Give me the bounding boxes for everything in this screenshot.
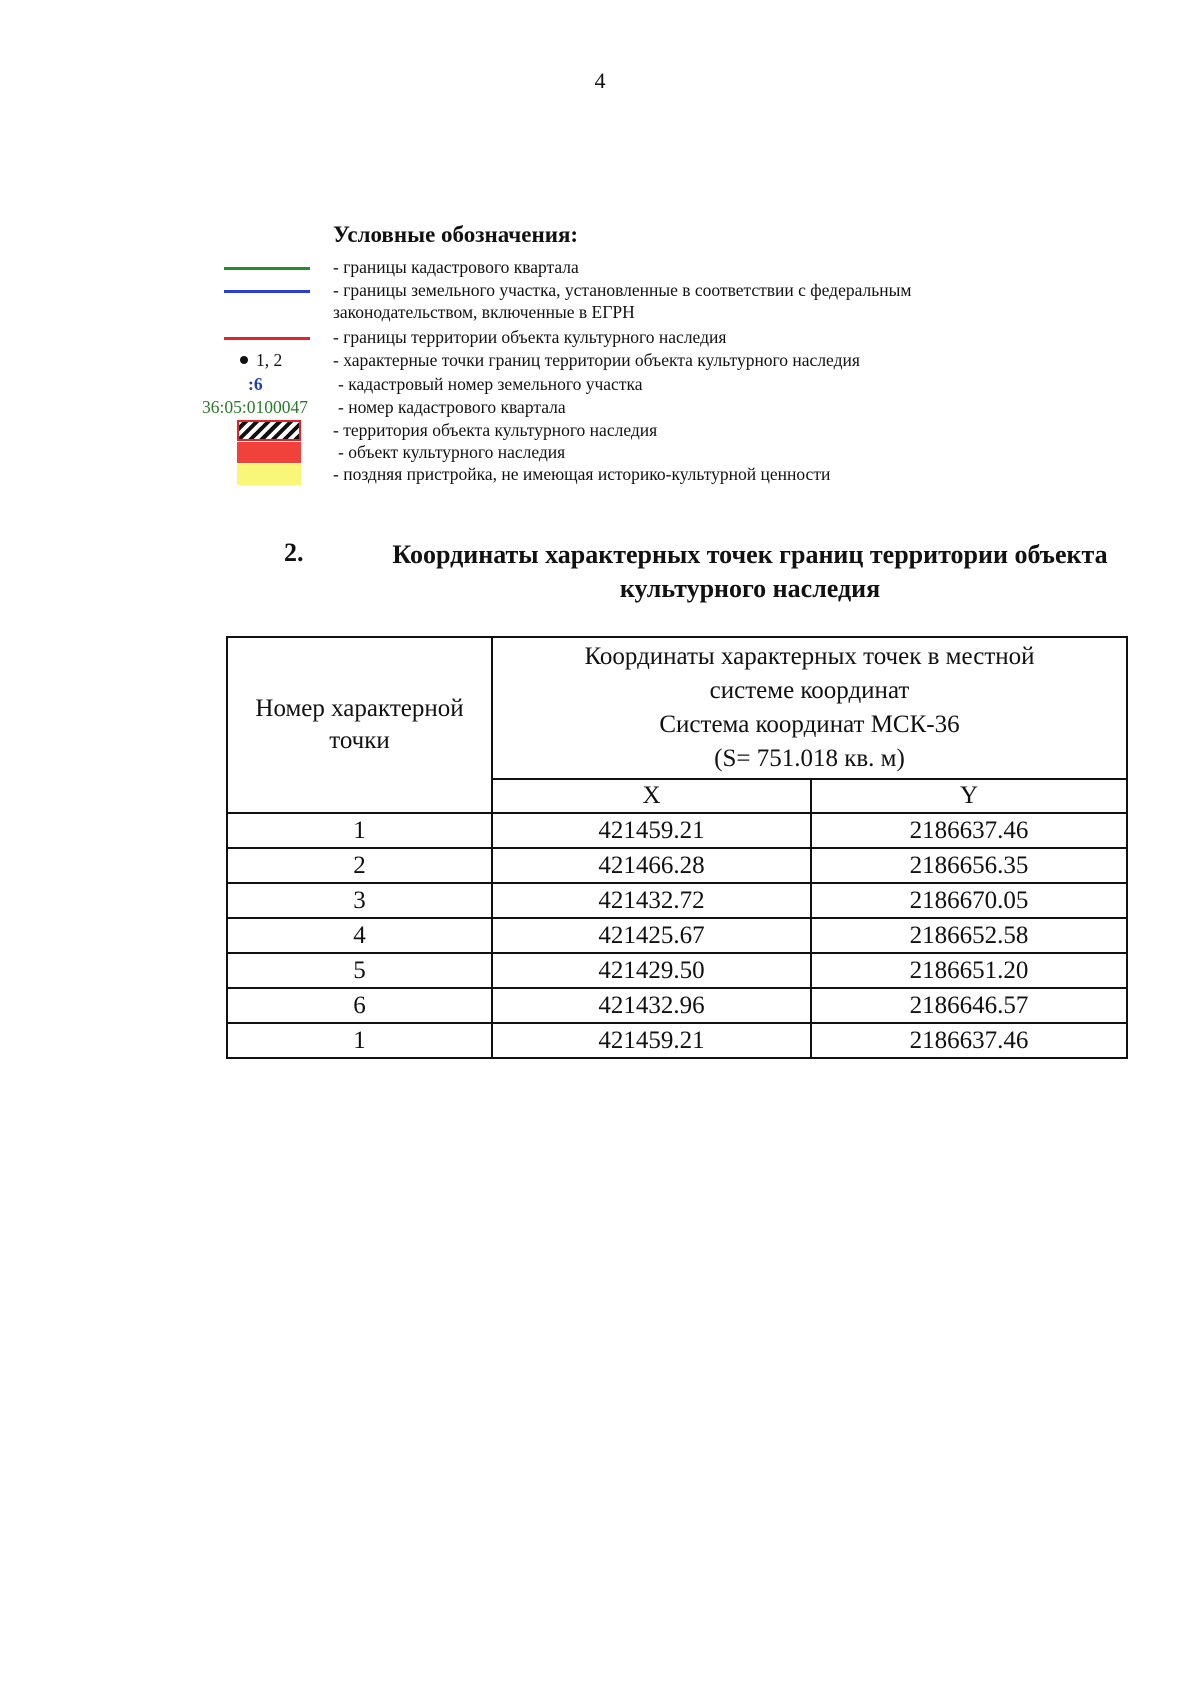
- legend-item-label: - границы земельного участка, установленные в соответствии с федеральным: [333, 280, 912, 300]
- legend-item-quarter-boundary: [180, 256, 1080, 278]
- table-row: [227, 848, 1127, 883]
- legend-item-label: - границы территории объекта культурного наследия: [333, 327, 727, 347]
- coordinates-group-header: [492, 637, 1127, 779]
- table-header-row: [227, 637, 1127, 779]
- table-row: [227, 953, 1127, 988]
- cadastral-number-label: :6: [248, 374, 263, 394]
- table-row: [227, 988, 1127, 1023]
- legend-item-heritage-boundary: [180, 326, 1080, 348]
- col-y-header: Y: [811, 779, 1127, 813]
- red-line-icon: [224, 337, 310, 340]
- table-row: [227, 883, 1127, 918]
- yellow-box-icon: [237, 464, 301, 485]
- point-cell: 1: [227, 1023, 492, 1058]
- x-cell: 421425.67: [492, 918, 811, 953]
- legend-item-cadastral-number: [180, 373, 1080, 395]
- y-cell: 2186656.35: [811, 848, 1127, 883]
- legend-item-label: - границы кадастрового квартала: [333, 257, 579, 277]
- coordinates-table: [226, 636, 1128, 1059]
- legend-item-heritage-object: [180, 441, 1080, 463]
- point-cell: 4: [227, 918, 492, 953]
- y-cell: 2186646.57: [811, 988, 1127, 1023]
- y-cell: 2186637.46: [811, 813, 1127, 848]
- legend-item-label: - объект культурного наследия: [338, 442, 566, 462]
- legend-item-label: - кадастровый номер земельного участка: [338, 374, 643, 394]
- col-point-header: Номер характерной точки: [227, 637, 492, 813]
- page-number: 4: [594, 68, 606, 93]
- table-row: [227, 1023, 1127, 1058]
- point-cell: 5: [227, 953, 492, 988]
- point-cell: 6: [227, 988, 492, 1023]
- point-cell: 3: [227, 883, 492, 918]
- red-box-icon: [237, 442, 301, 463]
- legend-title: Условные обозначения:: [333, 222, 579, 247]
- x-cell: 421466.28: [492, 848, 811, 883]
- x-cell: 421459.21: [492, 1023, 811, 1058]
- x-cell: 421459.21: [492, 813, 811, 848]
- y-cell: 2186637.46: [811, 1023, 1127, 1058]
- section-title: Координаты характерных точек границ территории объекта культурного наследия: [392, 540, 1108, 603]
- legend-item-late-addition: [180, 463, 1080, 485]
- legend-item-parcel-boundary: [180, 279, 1080, 301]
- quarter-number-label: 36:05:0100047: [202, 397, 308, 417]
- green-line-icon: [224, 267, 310, 270]
- y-cell: 2186670.05: [811, 883, 1127, 918]
- legend-item-heritage-territory: [180, 419, 1080, 441]
- legend-item-label: законодательством, включенные в ЕГРН: [333, 302, 635, 322]
- group-header-line: Координаты характерных точек в местной: [584, 643, 1035, 670]
- hatched-box-icon: [237, 420, 301, 441]
- group-header-line: системе координат: [709, 677, 910, 704]
- section-number: 2.: [284, 538, 304, 567]
- table-row: [227, 813, 1127, 848]
- blue-line-icon: [224, 290, 310, 293]
- y-cell: 2186652.58: [811, 918, 1127, 953]
- legend-item-points: [180, 349, 1080, 371]
- x-cell: 421432.96: [492, 988, 811, 1023]
- legend-item-label: - характерные точки границ территории объекта культурного наследия: [333, 350, 860, 370]
- point-cell: 1: [227, 813, 492, 848]
- point-icon: [240, 356, 248, 364]
- x-cell: 421429.50: [492, 953, 811, 988]
- legend-item-quarter-number: [180, 396, 1080, 418]
- y-cell: 2186651.20: [811, 953, 1127, 988]
- group-header-line: (S= 751.018 кв. м): [714, 745, 905, 772]
- col-x-header: X: [492, 779, 811, 813]
- legend-item-label: - территория объекта культурного наследия: [333, 420, 658, 440]
- legend-item-parcel-boundary-cont: [180, 301, 1080, 323]
- point-label: 1, 2: [256, 350, 283, 370]
- table-row: [227, 918, 1127, 953]
- point-cell: 2: [227, 848, 492, 883]
- group-header-line: Система координат МСК-36: [659, 711, 960, 738]
- legend-item-label: - номер кадастрового квартала: [338, 397, 566, 417]
- x-cell: 421432.72: [492, 883, 811, 918]
- legend-item-label: - поздняя пристройка, не имеющая историко-культурной ценности: [333, 464, 831, 484]
